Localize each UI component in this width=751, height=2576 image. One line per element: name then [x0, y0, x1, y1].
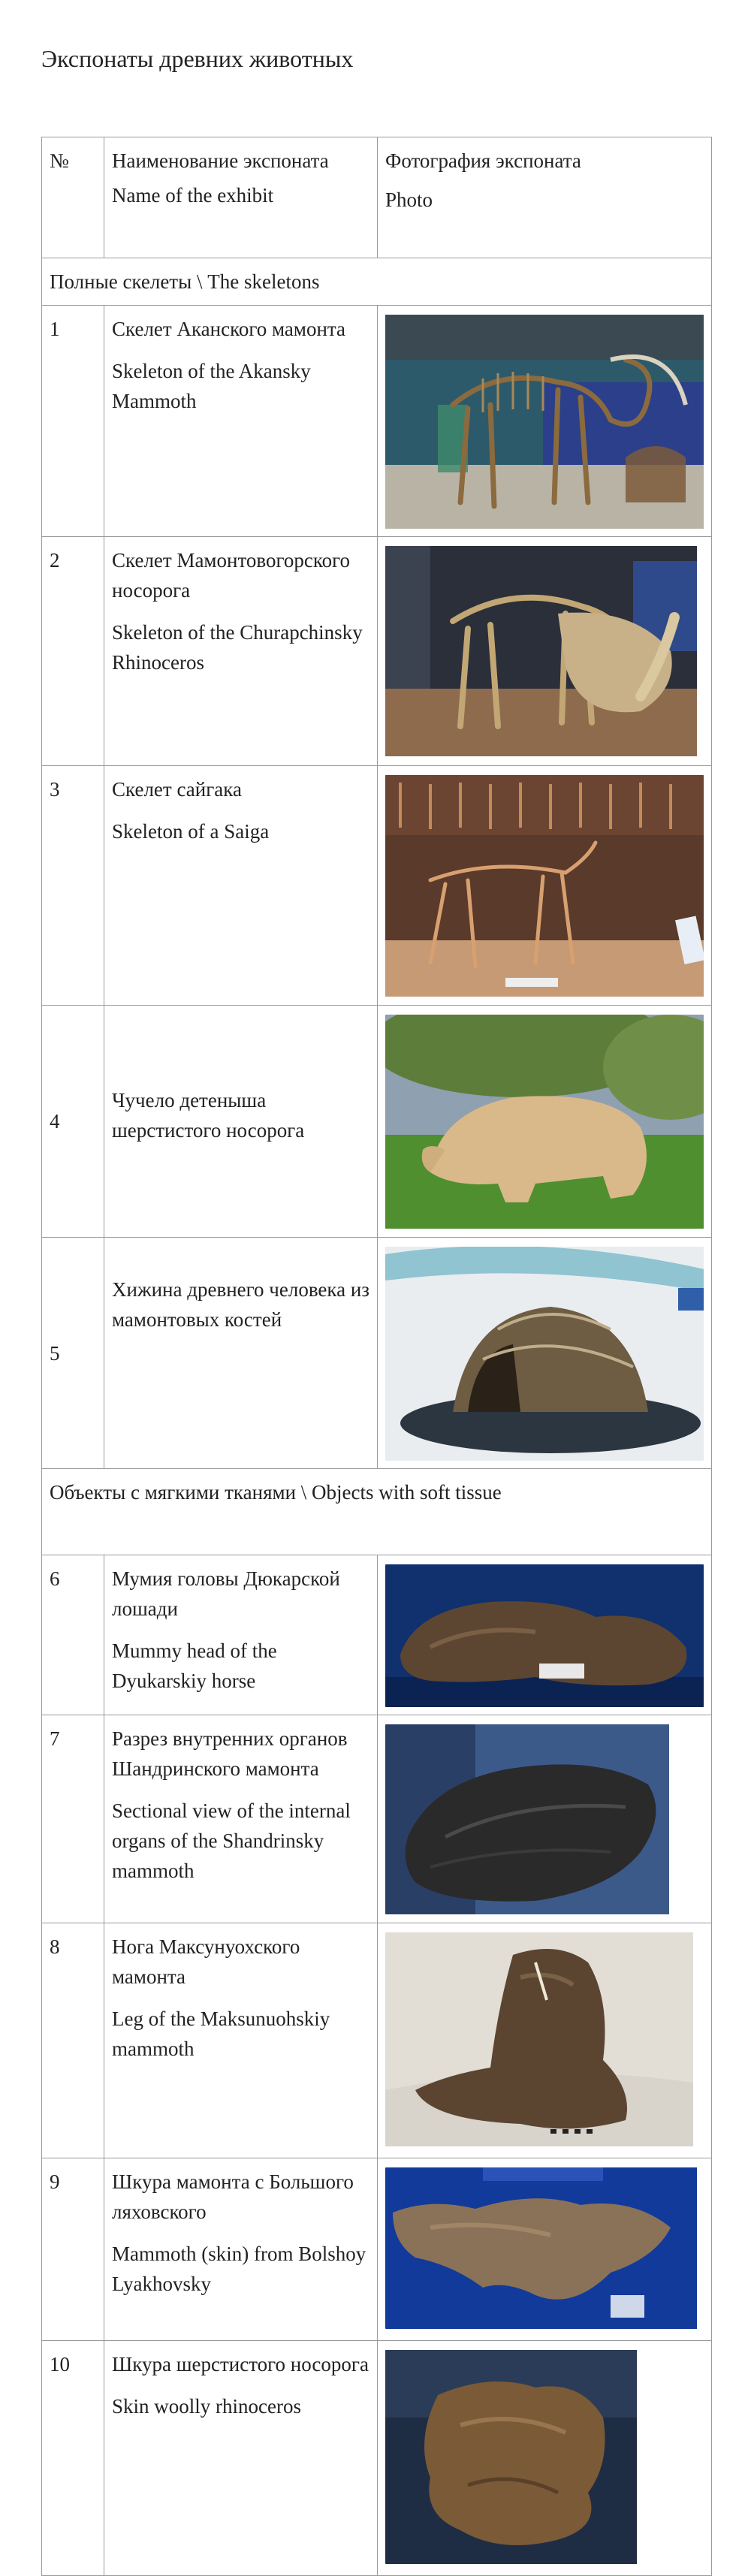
- row-photo: [378, 2341, 712, 2576]
- row-name: [104, 1006, 378, 1238]
- row-photo: [378, 1715, 712, 1923]
- header-number: №: [42, 137, 104, 258]
- row-number: 6: [42, 1555, 104, 1715]
- header-name: [104, 137, 378, 258]
- header-photo-en: Photo: [385, 188, 433, 211]
- row-name-ru: Скелет Аканского мамонта: [112, 318, 346, 340]
- row-name-ru: Мумия головы Дюкарской лошади: [112, 1567, 340, 1620]
- row-number: 2: [42, 537, 104, 766]
- row-photo: [378, 2158, 712, 2341]
- rhino-calf-photo: [385, 1015, 704, 1229]
- table-row: [42, 1006, 712, 1238]
- row-photo: [378, 537, 712, 766]
- row-name-en: Skeleton of the Churapchinsky Rhinoceros: [112, 620, 363, 674]
- row-name: [104, 1238, 378, 1469]
- header-photo: [378, 137, 712, 258]
- row-name-ru: Шкура мамонта с Большого ляховского: [112, 2170, 354, 2223]
- mammoth-skeleton-photo: [385, 315, 704, 529]
- exhibits-table: [41, 137, 712, 2576]
- row-number: 8: [42, 1923, 104, 2158]
- table-row: [42, 1715, 712, 1923]
- row-name-ru: Чучело детеныша шерстистого носорога: [112, 1089, 305, 1142]
- row-name: [104, 537, 378, 766]
- table-row: [42, 1238, 712, 1469]
- saiga-skeleton-photo: [385, 775, 704, 997]
- row-name-en: Skeleton of the Akansky Mammoth: [112, 359, 311, 412]
- table-row: [42, 1555, 712, 1715]
- row-photo: [378, 1006, 712, 1238]
- row-photo: [378, 1923, 712, 2158]
- section-title: Полные скелеты \ The skeletons: [42, 258, 712, 306]
- table-row: [42, 2158, 712, 2341]
- row-name: [104, 1923, 378, 2158]
- row-photo: [378, 766, 712, 1006]
- row-name: [104, 306, 378, 537]
- rhino-skin-photo: [385, 2350, 704, 2564]
- header-name-en: Name of the exhibit: [112, 183, 274, 207]
- row-number: 9: [42, 2158, 104, 2341]
- section-row-skeletons: [42, 258, 712, 306]
- row-number: 1: [42, 306, 104, 537]
- table-header-row: [42, 137, 712, 258]
- header-name-ru: Наименование экспоната: [112, 149, 329, 172]
- header-photo-ru: Фотография экспоната: [385, 149, 581, 172]
- row-name-en: Mammoth (skin) from Bolshoy Lyakhovsky: [112, 2242, 366, 2295]
- mammoth-organs-photo: [385, 1724, 704, 1914]
- page-title: Экспонаты древних животных: [41, 45, 354, 72]
- row-name-en: Skin woolly rhinoceros: [112, 2394, 301, 2418]
- row-name-en: Sectional view of the internal organs of the Shandrinsky mammoth: [112, 1799, 351, 1882]
- row-number: 10: [42, 2341, 104, 2576]
- row-photo: [378, 1238, 712, 1469]
- section-row-soft-tissue: [42, 1469, 712, 1555]
- table-row: [42, 766, 712, 1006]
- row-name: [104, 2158, 378, 2341]
- rhinoceros-skeleton-photo: [385, 546, 704, 756]
- row-name-ru: Шкура шерстистого носорога: [112, 2353, 369, 2375]
- row-photo: [378, 306, 712, 537]
- row-photo: [378, 1555, 712, 1715]
- row-name-ru: Разрез внутренних органов Шандринского мамонта: [112, 1727, 348, 1780]
- table-row: [42, 537, 712, 766]
- table-row: [42, 1923, 712, 2158]
- row-number: 3: [42, 766, 104, 1006]
- row-name-en: Mummy head of the Dyukarskiy horse: [112, 1639, 277, 1692]
- row-number: 7: [42, 1715, 104, 1923]
- row-name-ru: Скелет сайгака: [112, 778, 242, 801]
- row-name: [104, 2341, 378, 2576]
- row-number: 4: [42, 1006, 104, 1238]
- mammoth-leg-photo: [385, 1932, 704, 2146]
- row-name-ru: Хижина древнего человека из мамонтовых костей: [112, 1278, 369, 1331]
- row-name-en: Leg of the Maksunuohskiy mammoth: [112, 2007, 330, 2060]
- row-name-ru: Скелет Мамонтовогорского носорога: [112, 549, 351, 602]
- table-row: [42, 2341, 712, 2576]
- horse-head-mummy-photo: [385, 1564, 704, 1707]
- row-name: [104, 1715, 378, 1923]
- table-row: [42, 306, 712, 537]
- row-name-en: Skeleton of a Saiga: [112, 819, 270, 843]
- bone-hut-photo: [385, 1247, 704, 1461]
- mammoth-skin-photo: [385, 2167, 704, 2329]
- row-name-ru: Нога Максунуохского мамонта: [112, 1935, 300, 1988]
- row-name: [104, 1555, 378, 1715]
- row-number: 5: [42, 1238, 104, 1469]
- row-name: [104, 766, 378, 1006]
- section-title: Объекты с мягкими тканями \ Objects with soft tissue: [42, 1469, 712, 1555]
